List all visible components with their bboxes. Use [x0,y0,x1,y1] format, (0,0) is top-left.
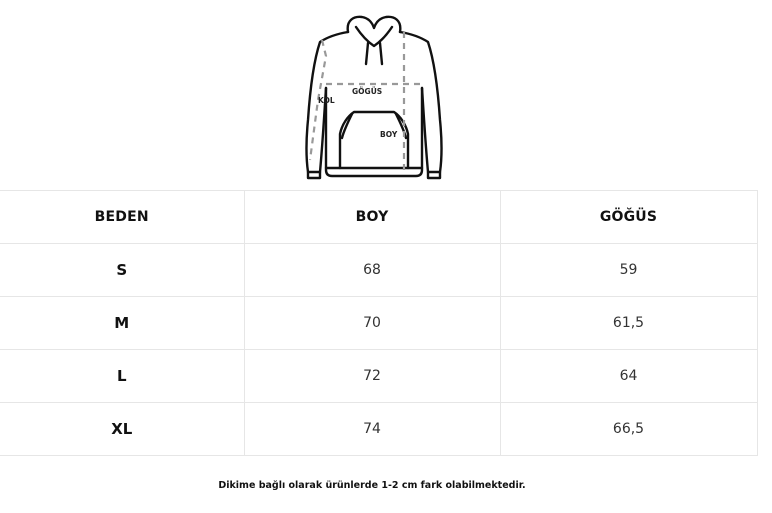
header-chest: GÖĞÜS [500,191,757,244]
header-length: BOY [244,191,500,244]
table-header-row [0,191,757,244]
chest-cell: 59 [500,244,757,297]
size-cell: M [0,297,244,350]
chest-cell: 66,5 [500,403,757,456]
table-row [0,297,757,350]
tolerance-note: Dikime bağlı olarak ürünlerde 1-2 cm fark olabilmektedir. [218,480,526,491]
table-row [0,403,757,456]
length-cell: 68 [244,244,500,297]
chest-cell: 61,5 [500,297,757,350]
length-cell: 74 [244,403,500,456]
hoodie-size-illustration [296,10,452,186]
length-cell: 70 [244,297,500,350]
header-size: BEDEN [0,191,244,244]
size-cell: L [0,350,244,403]
chest-measure-label: GÖGÜS [352,87,383,96]
size-chart-table [0,190,758,456]
chest-cell: 64 [500,350,757,403]
sleeve-measure-label: KOL [318,96,335,105]
length-measure-label: BOY [380,130,398,139]
length-cell: 72 [244,350,500,403]
hoodie-outline-drawing [296,10,452,186]
size-cell: XL [0,403,244,456]
table-row [0,244,757,297]
size-cell: S [0,244,244,297]
table-row [0,350,757,403]
